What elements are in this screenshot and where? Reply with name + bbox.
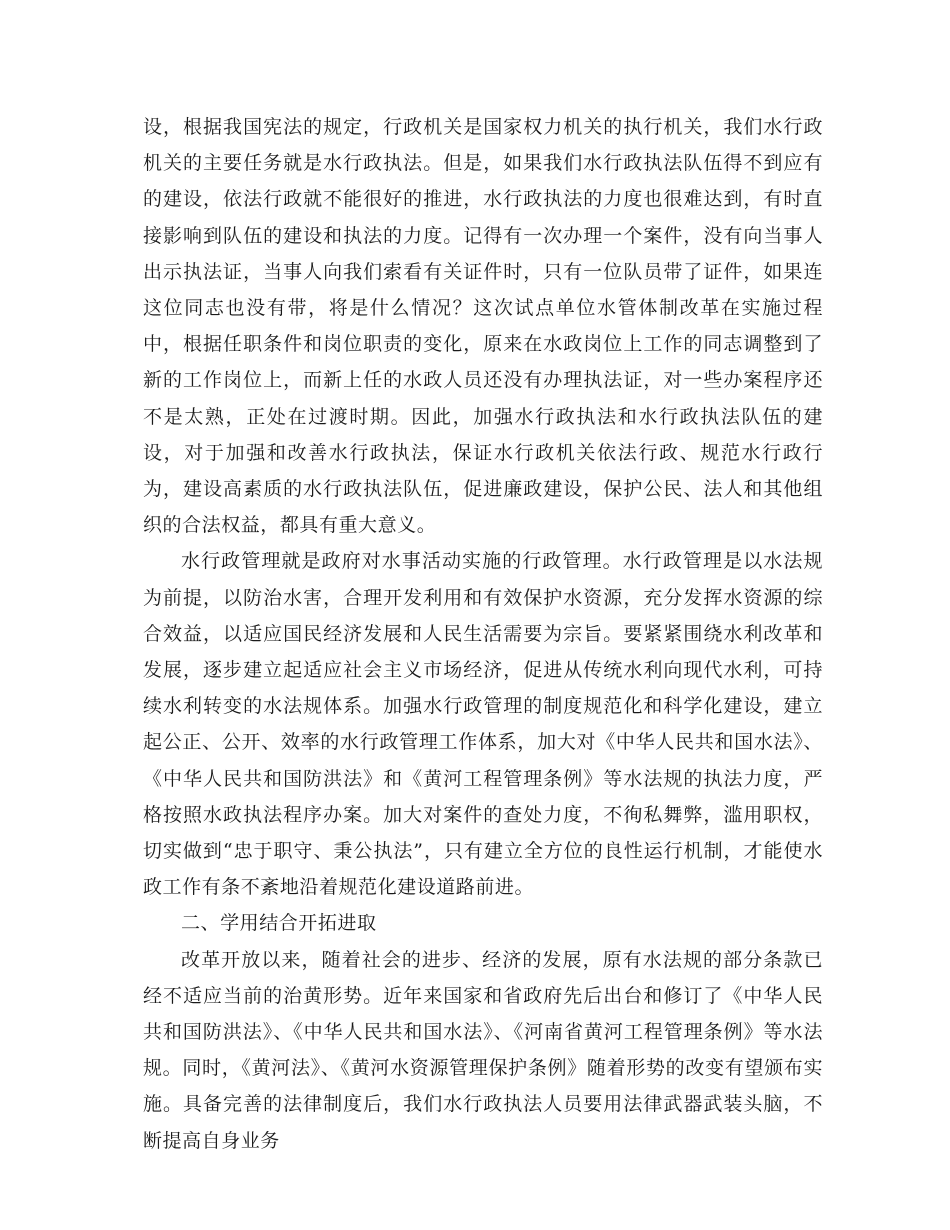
- section-heading: 二、学用结合开拓进取: [181, 912, 377, 935]
- body-paragraph-1: 设，根据我国宪法的规定，行政机关是国家权力机关的执行机关，我们水行政机关的主要任务就是水行政执法。但是，如果我们水行政执法队伍得不到应有的建设，依法行政就不能很好的推进，水行政执法的力度也很难达到，有时直接影响到队伍的建设和执法的力度。记得有一次办理一个案件，没有向当事人出示执法证，当事人向我们索看有关证件时，只有一位队员带了证件，如果连这位同志也没有带，将是什么情况？这次试点单位水管体制改革在实施过程中，根据任职条件和岗位职责的变化，原来在水政岗位上工作的同志调整到了新的工作岗位上，而新上任的水政人员还没有办理执法证，对一些办案程序还不是太熟，正处在过渡时期。因此，加强水行政执法和水行政执法队伍的建设，对于加强和改善水行政执法，保证水行政机关依法行政、规范水行政行为，建设高素质的水行政执法队伍，促进廉政建设，保护公民、法人和其他组织的合法权益，都具有重大意义。: [143, 116, 823, 537]
- body-paragraph-2: 水行政管理就是政府对水事活动实施的行政管理。水行政管理是以水法规为前提，以防治水害，合理开发利用和有效保护水资源，充分发挥水资源的综合效益，以适应国民经济发展和人民生活需要为宗旨。要紧紧围绕水利改革和发展，逐步建立起适应社会主义市场经济，促进从传统水利向现代水利，可持续水利转变的水法规体系。加强水行政管理的制度规范化和科学化建设，建立起公正、公开、效率的水行政管理工作体系，加大对《中华人民共和国水法》、《中华人民共和国防洪法》和《黄河工程管理条例》等水法规的执法力度，严格按照水政执法程序办案。加大对案件的查处力度，不徇私舞弊，滥用职权，切实做到“忠于职守、秉公执法”，只有建立全方位的良性运行机制，才能使水政工作有条不紊地沿着规范化建设道路前进。: [143, 550, 823, 899]
- body-paragraph-3: 改革开放以来，随着社会的进步、经济的发展，原有水法规的部分条款已经不适应当前的治黄形势。近年来国家和省政府先后出台和修订了《中华人民共和国防洪法》、《中华人民共和国水法》、《河南省黄河工程管理条例》等水法规。同时，《黄河法》、《黄河水资源管理保护条例》随着形势的改变有望颁布实施。具备完善的法律制度后，我们水行政执法人员要用法律武器武装头脑，不断提高自身业务: [143, 948, 823, 1152]
- document-page: [143, 109, 823, 1159]
